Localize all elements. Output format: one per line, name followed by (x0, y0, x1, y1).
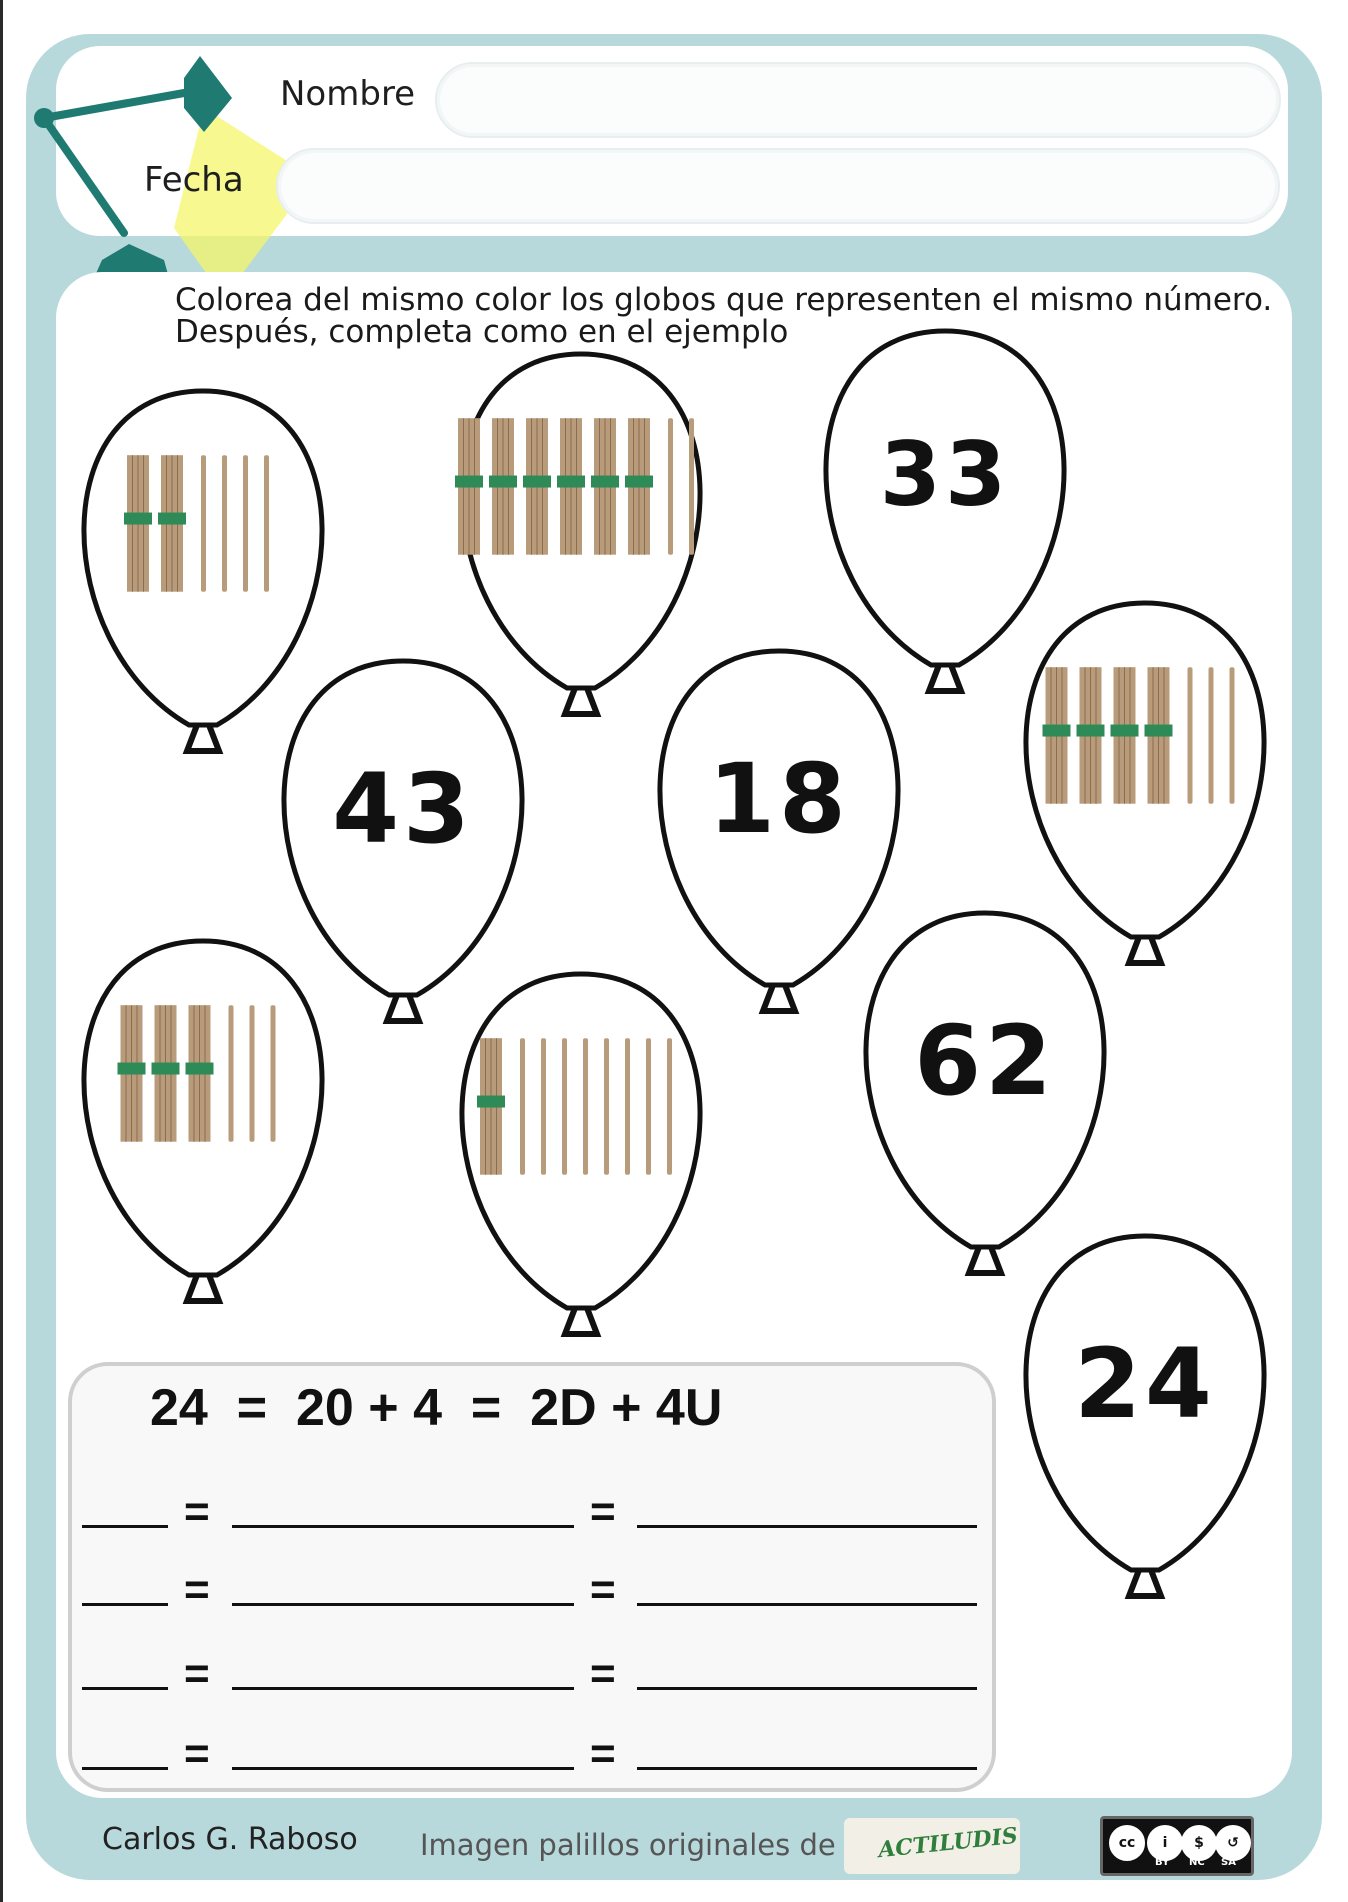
balloon-outline (58, 935, 348, 1325)
rubber-band (523, 476, 551, 488)
answer-d-u-blank[interactable] (637, 1603, 977, 1606)
name-label: Nombre (280, 74, 416, 114)
single-stick (646, 1038, 651, 1175)
single-stick (222, 455, 227, 592)
single-stick (541, 1038, 546, 1175)
example-equation: 24 = 20 + 4 = 2D + 4U (150, 1379, 723, 1437)
single-stick (1188, 667, 1193, 804)
rubber-band (625, 476, 653, 488)
answer-tens-units-blank[interactable] (232, 1767, 574, 1770)
equals-sign: = (590, 1487, 616, 1536)
balloon-outline (436, 968, 726, 1358)
single-stick (1209, 667, 1214, 804)
single-stick (1230, 667, 1235, 804)
single-stick (689, 418, 694, 555)
rubber-band (477, 1096, 505, 1108)
balloon[interactable] (1000, 1230, 1290, 1620)
image-credit: Imagen palillos originales de (420, 1828, 836, 1862)
answer-number-blank[interactable] (82, 1767, 168, 1770)
balloon-knot (763, 985, 795, 1011)
single-stick (229, 1005, 234, 1141)
equals-sign: = (590, 1729, 616, 1778)
date-label: Fecha (144, 160, 244, 200)
balloon-knot (969, 1247, 1001, 1273)
author: Carlos G. Raboso (102, 1822, 358, 1857)
balloon-knot (387, 995, 419, 1021)
sa-icon: ↺ (1215, 1825, 1251, 1861)
rubber-band (1111, 725, 1139, 737)
single-stick (520, 1038, 525, 1175)
rubber-band (557, 476, 585, 488)
answer-row (82, 1716, 982, 1776)
rubber-band (1077, 725, 1105, 737)
by-label: BY (1155, 1857, 1170, 1868)
rubber-band (489, 476, 517, 488)
balloon-knot (187, 1275, 219, 1301)
equals-sign: = (184, 1649, 210, 1698)
balloon-knot (929, 665, 961, 691)
single-stick (668, 418, 673, 555)
answer-tens-units-blank[interactable] (232, 1687, 574, 1690)
single-stick (625, 1038, 630, 1175)
answer-row (82, 1636, 982, 1696)
cc-license-badge (1100, 1816, 1254, 1876)
instructions (175, 284, 1285, 348)
rubber-band (455, 476, 483, 488)
equals-sign: = (590, 1565, 616, 1614)
balloon-knot (565, 1308, 597, 1334)
rubber-band (118, 1063, 146, 1075)
balloon-number: 24 (1074, 1327, 1216, 1440)
single-stick (583, 1038, 588, 1175)
equals-sign: = (590, 1649, 616, 1698)
sa-label: SA (1221, 1857, 1236, 1868)
sticks-group (118, 1005, 276, 1141)
answer-row (82, 1474, 982, 1534)
rubber-band (591, 476, 619, 488)
answer-tens-units-blank[interactable] (232, 1603, 574, 1606)
name-field[interactable] (435, 62, 1281, 138)
nc-icon: $ (1181, 1825, 1217, 1861)
balloon-number: 43 (332, 752, 474, 865)
single-stick (243, 455, 248, 592)
date-field[interactable] (276, 148, 1280, 224)
answer-d-u-blank[interactable] (637, 1525, 977, 1528)
answer-tens-units-blank[interactable] (232, 1525, 574, 1528)
answer-d-u-blank[interactable] (637, 1767, 977, 1770)
balloon-knot (1129, 937, 1161, 963)
rubber-band (124, 513, 152, 525)
balloon-number: 62 (914, 1004, 1056, 1117)
nc-label: NC (1189, 1857, 1205, 1868)
balloon-knot (1129, 1570, 1161, 1596)
balloon[interactable] (436, 968, 726, 1358)
instruction-line-1: Colorea del mismo color los globos que representen el mismo número. (175, 282, 1273, 318)
answer-number-blank[interactable] (82, 1603, 168, 1606)
balloon[interactable] (58, 935, 348, 1325)
rubber-band (186, 1063, 214, 1075)
balloon-knot (187, 725, 219, 751)
rubber-band (158, 513, 186, 525)
balloon-knot (565, 688, 597, 714)
rubber-band (1043, 725, 1071, 737)
single-stick (271, 1005, 276, 1141)
page-edge (0, 0, 3, 1902)
single-stick (250, 1005, 255, 1141)
single-stick (562, 1038, 567, 1175)
answer-d-u-blank[interactable] (637, 1687, 977, 1690)
logo-text: ACTILUDIS (877, 1822, 1019, 1864)
equals-sign: = (184, 1487, 210, 1536)
instruction-line-2: Después, completa como en el ejemplo (175, 314, 789, 350)
single-stick (604, 1038, 609, 1175)
answer-row (82, 1552, 982, 1612)
balloon-number: 33 (879, 422, 1011, 526)
actiludis-logo (844, 1818, 1020, 1874)
rubber-band (1145, 725, 1173, 737)
single-stick (201, 455, 206, 592)
balloon-number: 18 (708, 742, 850, 855)
single-stick (667, 1038, 672, 1175)
rubber-band (152, 1063, 180, 1075)
answer-number-blank[interactable] (82, 1687, 168, 1690)
equals-sign: = (184, 1565, 210, 1614)
answer-number-blank[interactable] (82, 1525, 168, 1528)
by-icon: i (1147, 1825, 1183, 1861)
cc-icon: cc (1109, 1825, 1145, 1861)
equals-sign: = (184, 1729, 210, 1778)
single-stick (264, 455, 269, 592)
